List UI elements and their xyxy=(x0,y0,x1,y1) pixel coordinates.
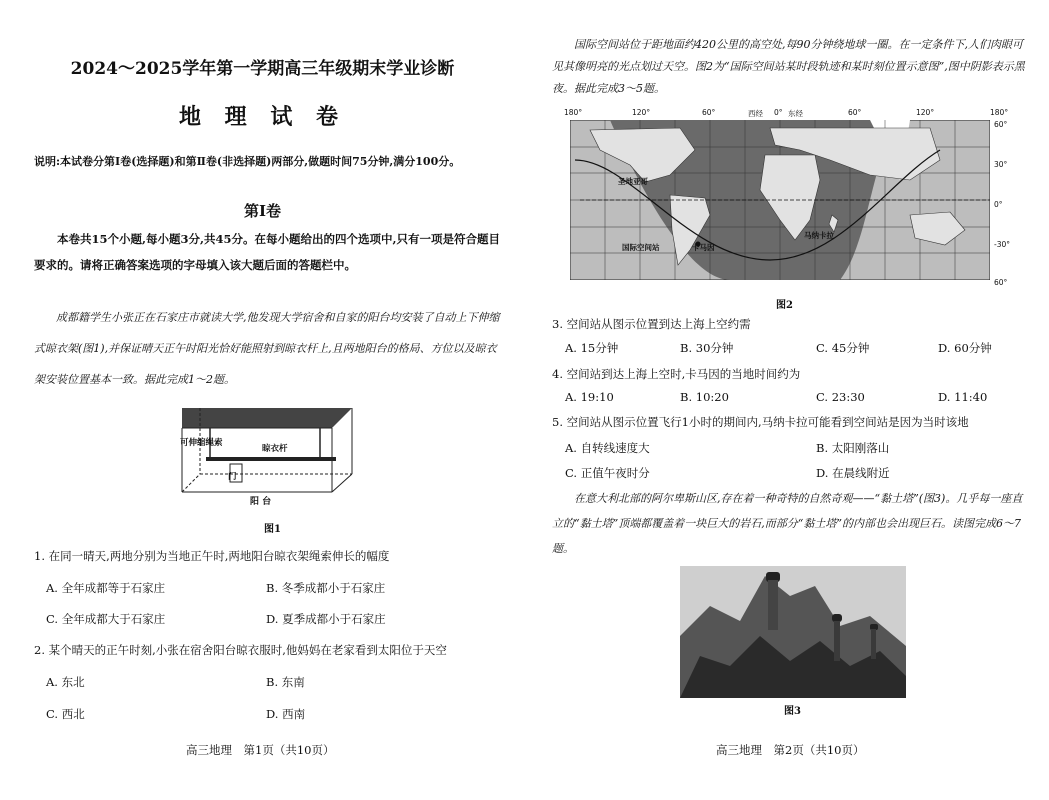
subject-title: 地 理 试 卷 xyxy=(179,104,346,130)
lon-label: 东经 xyxy=(788,109,803,118)
q2-option-d: D. 西南 xyxy=(266,707,306,721)
figure-2-caption: 图2 xyxy=(776,300,793,311)
longitude-labels xyxy=(552,108,1027,120)
place-manakara: 马纳卡拉 xyxy=(804,231,834,240)
q4-option-a: A. 19:10 xyxy=(565,390,614,404)
latitude-labels xyxy=(994,118,1024,288)
lon-label: 0° xyxy=(774,108,783,117)
figure-1-caption: 图1 xyxy=(264,524,281,535)
q1-option-c: C. 全年成都大于石家庄 xyxy=(46,612,166,626)
figure-3-caption: 图3 xyxy=(784,706,801,717)
lon-label: 60° xyxy=(702,108,716,117)
lon-label: 西经 xyxy=(748,109,763,118)
q1-option-a: A. 全年成都等于石家庄 xyxy=(46,581,166,595)
q3-option-a: A. 15分钟 xyxy=(565,341,619,355)
section-instructions: 本卷共15个小题,每小题3分,共45分。在每小题给出的四个选项中,只有一项是符合题目要求的。请将正确答案选项的字母填入该大题后面的答题栏中。 xyxy=(34,232,501,272)
q5-option-c: C. 正值午夜时分 xyxy=(565,466,650,480)
question-2: 2. 某个晴天的正午时刻,小张在宿舍阳台晾衣服时,他妈妈在老家看到太阳位于天空 xyxy=(34,643,447,657)
exam-title: 2024～2025学年第一学期高三年级期末学业诊断 xyxy=(70,59,455,79)
q5-option-d: D. 在晨线附近 xyxy=(816,466,890,480)
lon-label: 60° xyxy=(848,108,862,117)
place-kama: 卡马因 xyxy=(692,243,715,252)
question-5: 5. 空间站从图示位置飞行1小时的期间内,马纳卡拉可能看到空间站是因为当时该地 xyxy=(552,415,969,429)
question-1: 1. 在同一晴天,两地分别为当地正午时,两地阳台晾衣架绳索伸长的幅度 xyxy=(34,549,390,563)
label-pole: 晾衣杆 xyxy=(262,444,288,454)
figure-3-photo xyxy=(680,566,906,698)
section-heading: 第Ⅰ卷 xyxy=(243,202,282,220)
q4-option-d: D. 11:40 xyxy=(938,390,988,404)
label-rope: 可伸缩绳索 xyxy=(180,438,223,448)
earth-pyramids-image xyxy=(680,566,906,698)
q3-option-c: C. 45分钟 xyxy=(816,341,870,355)
figure-1 xyxy=(170,402,370,520)
lat-label: -30° xyxy=(994,240,1010,249)
passage-3-5: 国际空间站位于距地面约420公里的高空处,每90分钟绕地球一圈。在一定条件下,人们肉眼可见其像明亮的光点划过天空。图2为“国际空间站某时段轨迹和某时刻位置示意图”,图中阴影表示黑夜。据此完成3～5题。 xyxy=(552,38,1025,95)
lon-label: 120° xyxy=(916,108,935,117)
passage-1-2: 成都籍学生小张正在石家庄市就读大学,他发现大学宿舍和自家的阳台均安装了自动上下伸缩式晾衣架(图1),并保证晴天正午时阳光恰好能照射到晾衣杆上,且两地阳台的格局、方位以及晾衣架安装位置基本一致。据此完成1～2题。 xyxy=(34,311,500,386)
figure-2 xyxy=(552,108,1027,294)
label-balcony: 阳 台 xyxy=(250,497,272,507)
lon-label: 180° xyxy=(564,108,583,117)
lat-label: 60° xyxy=(994,278,1008,287)
lat-label: 30° xyxy=(994,160,1008,169)
q2-option-c: C. 西北 xyxy=(46,707,85,721)
label-door: 门 xyxy=(228,472,237,482)
lon-label: 120° xyxy=(632,108,651,117)
place-iss: 国际空间站 xyxy=(622,243,660,252)
lat-label: 0° xyxy=(994,200,1003,209)
q5-option-a: A. 自转线速度大 xyxy=(565,441,650,455)
lon-label: 180° xyxy=(990,108,1009,117)
q4-option-c: C. 23:30 xyxy=(816,390,865,404)
q2-option-b: B. 东南 xyxy=(266,675,305,689)
q3-option-d: D. 60分钟 xyxy=(938,341,992,355)
world-map xyxy=(570,120,990,280)
q5-option-b: B. 太阳刚落山 xyxy=(816,441,890,455)
place-santiago: 圣地亚哥 xyxy=(618,177,648,186)
question-3: 3. 空间站从图示位置到达上海上空约需 xyxy=(552,317,751,331)
page-1-footer: 高三地理 第1页（共10页） xyxy=(186,743,335,757)
page-2-footer: 高三地理 第2页（共10页） xyxy=(716,743,865,757)
lat-label: 60° xyxy=(994,120,1008,129)
exam-note: 说明:本试卷分第Ⅰ卷(选择题)和第Ⅱ卷(非选择题)两部分,做题时间75分钟,满分100分。 xyxy=(34,155,461,168)
q1-option-b: B. 冬季成都小于石家庄 xyxy=(266,581,386,595)
q2-option-a: A. 东北 xyxy=(46,675,85,689)
q1-option-d: D. 夏季成都小于石家庄 xyxy=(266,612,386,626)
q3-option-b: B. 30分钟 xyxy=(680,341,734,355)
q4-option-b: B. 10:20 xyxy=(680,390,729,404)
passage-6-7: 在意大利北部的阿尔卑斯山区,存在着一种奇特的自然奇观——“黏土塔”(图3)。几乎每一座直立的“黏土塔”顶端都覆盖着一块巨大的岩石,而部分“黏土塔”的内部也会出现巨石。读图完成6～7题。 xyxy=(552,492,1023,555)
question-4: 4. 空间站到达上海上空时,卡马因的当地时间约为 xyxy=(552,367,801,381)
